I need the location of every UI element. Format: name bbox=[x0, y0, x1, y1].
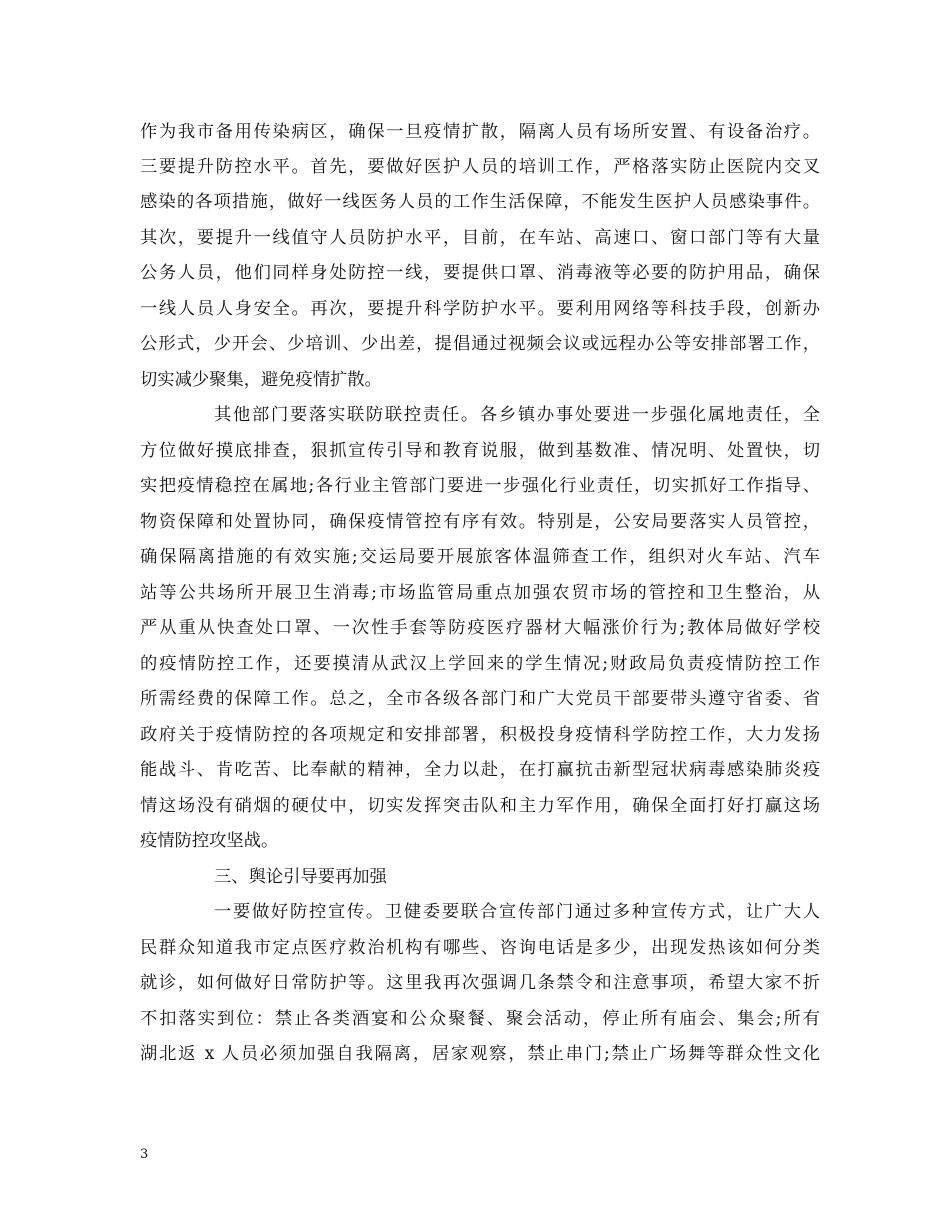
paragraph-line: 其次，要提升一线值守人员防护水平，目前，在车站、高速口、窗口部门等有大量 bbox=[140, 228, 820, 248]
paragraph-line: 能战斗、肯吃苦、比奉献的精神，全力以赴，在打赢抗击新型冠状病毒感染肺炎疫 bbox=[140, 760, 820, 780]
paragraph-line: 感染的各项措施，做好一线医务人员的工作生活保障，不能发生医护人员感染事件。 bbox=[140, 192, 820, 212]
paragraph-line: 的疫情防控工作，还要摸清从武汉上学回来的学生情况;财政局负责疫情防控工作 bbox=[140, 654, 820, 674]
paragraph-line: 物资保障和处置协同，确保疫情管控有序有效。特别是，公安局要落实人员管控， bbox=[140, 512, 820, 532]
paragraph-line: 就诊，如何做好日常防护等。这里我再次强调几条禁令和注意事项，希望大家不折 bbox=[140, 973, 820, 993]
paragraph-line: 一线人员人身安全。再次，要提升科学防护水平。要利用网络等科技手段，创新办 bbox=[140, 299, 820, 319]
paragraph-line: 其他部门要落实联防联控责任。各乡镇办事处要进一步强化属地责任，全 bbox=[214, 405, 820, 425]
paragraph-line: 情这场没有硝烟的硬仗中，切实发挥突击队和主力军作用，确保全面打好打赢这场 bbox=[140, 796, 820, 816]
paragraph-line: 一要做好防控宣传。卫健委要联合宣传部门通过多种宣传方式，让广大人 bbox=[214, 902, 820, 922]
paragraph-line: 不扣落实到位：禁止各类酒宴和公众聚餐、聚会活动，停止所有庙会、集会;所有 bbox=[140, 1009, 820, 1029]
section-heading: 三、舆论引导要再加强 bbox=[214, 867, 387, 887]
page-number: 3 bbox=[140, 1147, 149, 1162]
paragraph-line: 站等公共场所开展卫生消毒;市场监管局重点加强农贸市场的管控和卫生整治，从 bbox=[140, 583, 820, 603]
paragraph-line: 民群众知道我市定点医疗救治机构有哪些、咨询电话是多少，出现发热该如何分类 bbox=[140, 938, 820, 958]
paragraph-line: 切实减少聚集，避免疫情扩散。 bbox=[140, 370, 382, 390]
paragraph-line: 作为我市备用传染病区，确保一旦疫情扩散，隔离人员有场所安置、有设备治疗。 bbox=[140, 122, 820, 142]
paragraph-line: 疫情防控攻坚战。 bbox=[140, 831, 279, 851]
paragraph-line: 公形式，少开会、少培训、少出差，提倡通过视频会议或远程办公等安排部署工作， bbox=[140, 334, 820, 354]
paragraph-line: 确保隔离措施的有效实施;交运局要开展旅客体温筛查工作，组织对火车站、汽车 bbox=[140, 547, 820, 567]
paragraph-line: 三要提升防控水平。首先，要做好医护人员的培训工作，严格落实防止医院内交叉 bbox=[140, 157, 820, 177]
paragraph-line: 实把疫情稳控在属地;各行业主管部门要进一步强化行业责任，切实抓好工作指导、 bbox=[140, 476, 820, 496]
paragraph-line: 方位做好摸底排查，狠抓宣传引导和教育说服，做到基数准、情况明、处置快，切 bbox=[140, 441, 820, 461]
paragraph-line: 政府关于疫情防控的各项规定和安排部署，积极投身疫情科学防控工作，大力发扬 bbox=[140, 725, 820, 745]
paragraph-line: 公务人员，他们同样身处防控一线，要提供口罩、消毒液等必要的防护用品，确保 bbox=[140, 263, 820, 283]
paragraph-line: 湖北返 x 人员必须加强自我隔离，居家观察，禁止串门;禁止广场舞等群众性文化 bbox=[140, 1044, 820, 1064]
paragraph-line: 严从重从快查处口罩、一次性手套等防疫医疗器材大幅涨价行为;教体局做好学校 bbox=[140, 618, 820, 638]
paragraph-line: 所需经费的保障工作。总之，全市各级各部门和广大党员干部要带头遵守省委、省 bbox=[140, 689, 820, 709]
